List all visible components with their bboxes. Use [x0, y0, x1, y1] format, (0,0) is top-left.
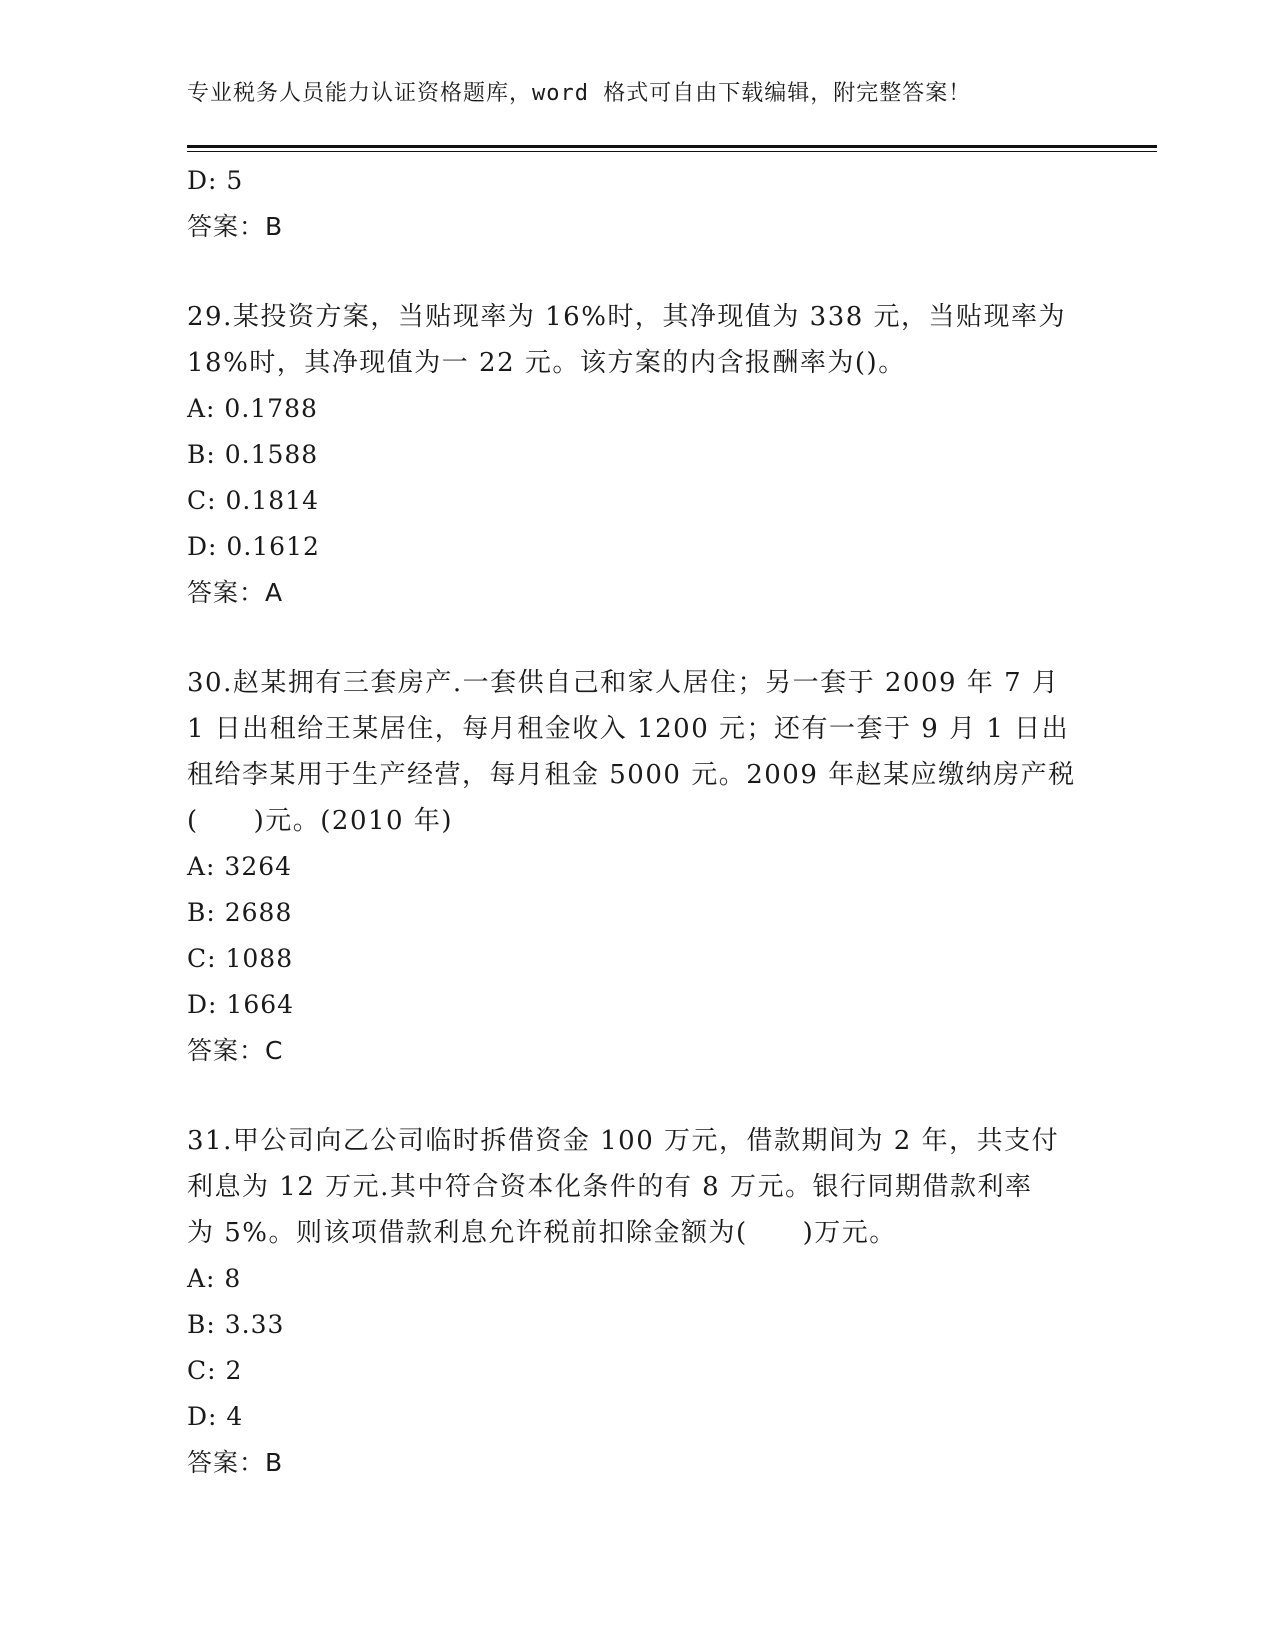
page-header: 专业税务人员能力认证资格题库，word 格式可自由下载编辑，附完整答案！ — [187, 81, 972, 106]
option-a: A: 3264 — [187, 852, 293, 881]
option-a: A: 0.1788 — [187, 394, 318, 423]
option-b: B: 2688 — [187, 898, 293, 927]
option-b: B: 3.33 — [187, 1310, 285, 1339]
question-31 — [187, 1118, 1087, 1486]
option-d: D: 5 — [187, 166, 244, 195]
option-b: B: 0.1588 — [187, 440, 319, 469]
answer-line: 答案：B — [187, 1448, 284, 1477]
option-c: C: 2 — [187, 1356, 243, 1385]
header-rule-thin — [187, 151, 1157, 152]
question-stem-line: 30.赵某拥有三套房产.一套供自己和家人居住；另一套于 2009 年 7 月 — [187, 668, 1060, 698]
question-stem-line: 利息为 12 万元.其中符合资本化条件的有 8 万元。银行同期借款利率 — [187, 1172, 1033, 1202]
option-d: D: 1664 — [187, 990, 295, 1019]
option-a: A: 8 — [187, 1264, 242, 1293]
question-30 — [187, 660, 1087, 1074]
question-stem-line: 租给李某用于生产经营，每月租金 5000 元。2009 年赵某应缴纳房产税 — [187, 760, 1076, 790]
question-stem-line: 29.某投资方案，当贴现率为 16%时，其净现值为 338 元，当贴现率为 — [187, 302, 1067, 332]
question-list — [187, 158, 1087, 1486]
option-d: D: 4 — [187, 1402, 244, 1431]
question-stem-line: 18%时，其净现值为一 22 元。该方案的内含报酬率为()。 — [187, 348, 906, 378]
option-c: C: 0.1814 — [187, 486, 319, 515]
option-c: C: 1088 — [187, 944, 294, 973]
question-29 — [187, 294, 1087, 616]
question-stem-line: 为 5%。则该项借款利息允许税前扣除金额为( )万元。 — [187, 1218, 897, 1248]
previous-question-tail — [187, 158, 1087, 250]
answer-line: 答案：A — [187, 578, 284, 607]
question-stem-line: 1 日出租给王某居住，每月租金收入 1200 元；还有一套于 9 月 1 日出 — [187, 714, 1070, 744]
question-stem-line: ( )元。(2010 年) — [187, 806, 454, 836]
header-rule-thick — [187, 145, 1157, 148]
answer-line: 答案：B — [187, 212, 284, 241]
answer-line: 答案：C — [187, 1036, 284, 1065]
question-stem-line: 31.甲公司向乙公司临时拆借资金 100 万元，借款期间为 2 年，共支付 — [187, 1126, 1060, 1156]
option-d: D: 0.1612 — [187, 532, 320, 561]
